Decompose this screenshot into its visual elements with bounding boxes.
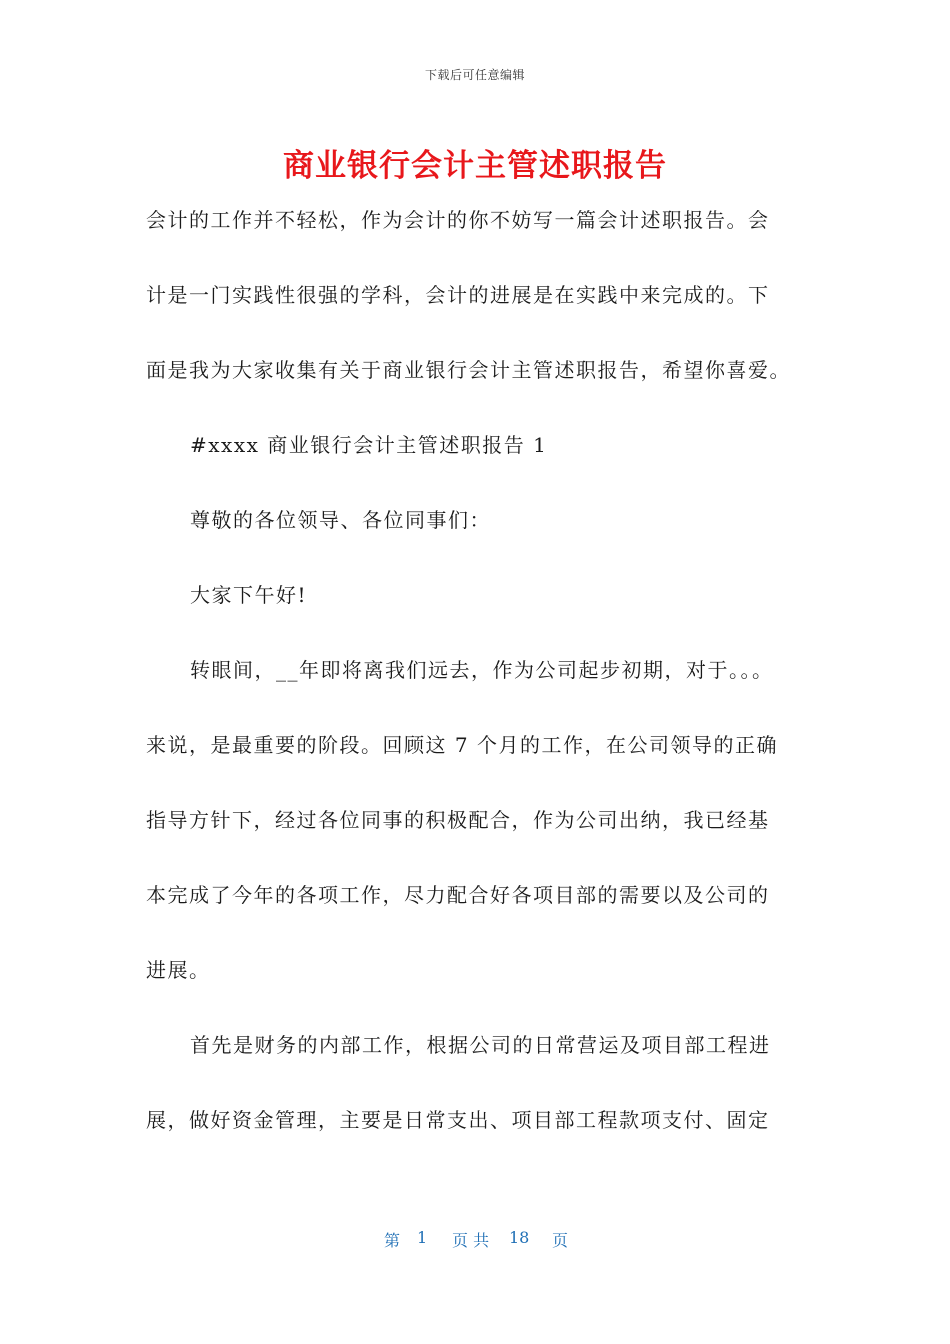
paragraph-line: 进展。	[146, 958, 211, 982]
header-note: 下载后可任意编辑	[424, 68, 525, 82]
salutation: 尊敬的各位领导、各位同事们：	[190, 508, 491, 532]
paragraph-line: 面是我为大家收集有关于商业银行会计主管述职报告，希望你喜爱。	[146, 358, 791, 382]
paragraph-line: 计是一门实践性很强的学科，会计的进展是在实践中来完成的。下	[146, 283, 770, 307]
paragraph-line: 会计的工作并不轻松，作为会计的你不妨写一篇会计述职报告。会	[146, 208, 770, 232]
paragraph-line: 展，做好资金管理，主要是日常支出、项目部工程款项支付、固定	[146, 1108, 770, 1132]
greeting: 大家下午好!	[190, 583, 308, 607]
footer-middle: 页 共	[452, 1231, 490, 1250]
paragraph-line: 本完成了今年的各项工作，尽力配合好各项目部的需要以及公司的	[146, 883, 770, 907]
paragraph-line: 来说，是最重要的阶段。回顾这 7 个月的工作，在公司领导的正确	[146, 733, 778, 757]
page-footer	[0, 1228, 950, 1252]
document-title: 商业银行会计主管述职报告	[283, 148, 667, 184]
footer-current-page: 1	[417, 1228, 428, 1247]
footer-prefix: 第	[384, 1231, 401, 1250]
section-heading: #xxxx 商业银行会计主管述职报告 1	[190, 433, 548, 457]
footer-suffix: 页	[552, 1231, 569, 1250]
footer-total-pages: 18	[509, 1228, 530, 1247]
paragraph-line: 转眼间，__年即将离我们远去，作为公司起步初期，对于。。。	[190, 658, 774, 682]
paragraph-line: 指导方针下，经过各位同事的积极配合，作为公司出纳，我已经基	[146, 808, 770, 832]
paragraph-line: 首先是财务的内部工作，根据公司的日常营运及项目部工程进	[190, 1033, 771, 1057]
